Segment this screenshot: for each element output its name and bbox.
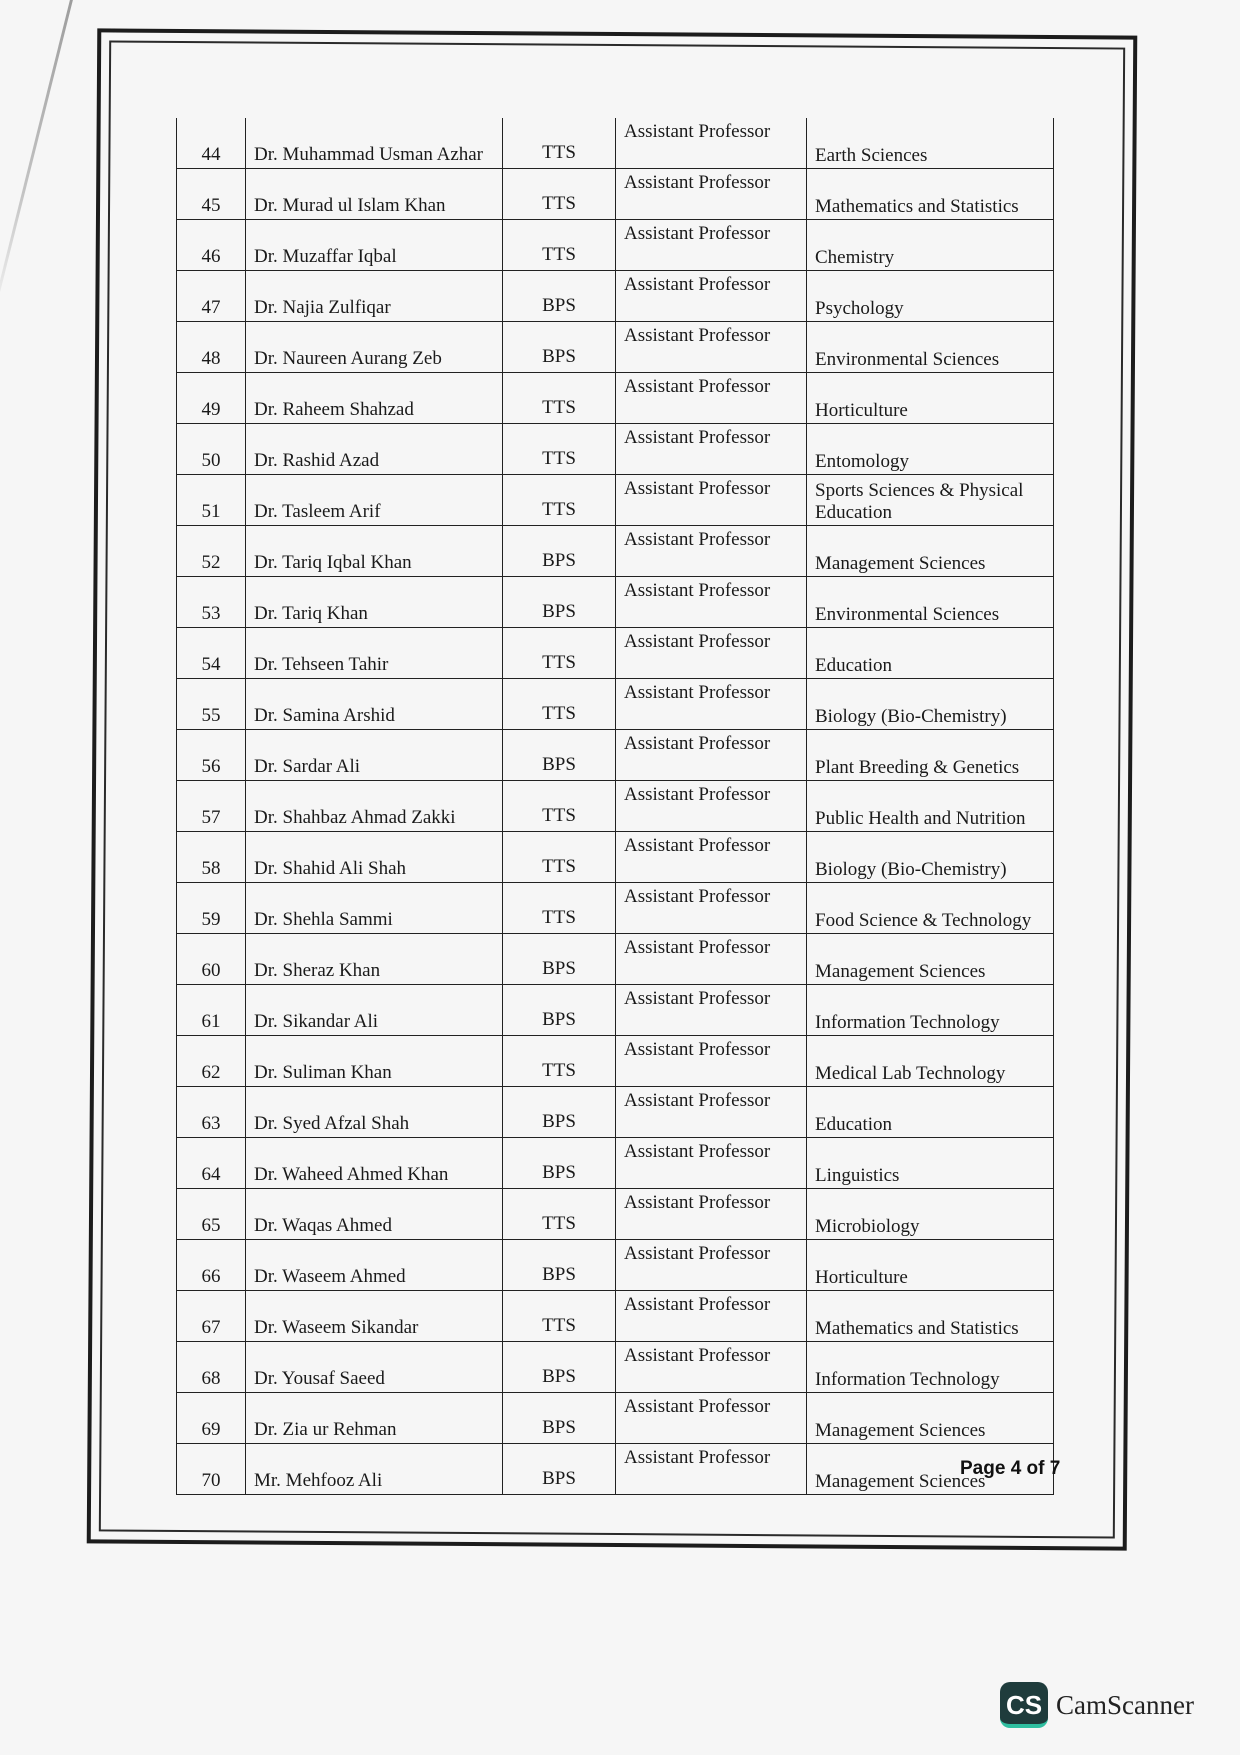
pay-scale-cell: TTS: [503, 118, 616, 169]
designation-cell: Assistant Professor: [616, 1393, 807, 1444]
designation-cell: Assistant Professor: [616, 934, 807, 985]
designation-cell: Assistant Professor: [616, 577, 807, 628]
table-row: [177, 1036, 1054, 1087]
department-cell: Education: [807, 628, 1054, 679]
faculty-name-cell: Dr. Yousaf Saeed: [246, 1342, 503, 1393]
faculty-name-cell: Dr. Waseem Sikandar: [246, 1291, 503, 1342]
department-cell: Earth Sciences: [807, 118, 1054, 169]
row-number-cell: 66: [177, 1240, 246, 1291]
page-number: Page 4 of 7: [960, 1458, 1061, 1479]
department-cell: Microbiology: [807, 1189, 1054, 1240]
table-row: [177, 475, 1054, 526]
table-row: [177, 883, 1054, 934]
table-row: [177, 832, 1054, 883]
designation-cell: Assistant Professor: [616, 169, 807, 220]
row-number-cell: 62: [177, 1036, 246, 1087]
row-number-cell: 47: [177, 271, 246, 322]
table-row: [177, 271, 1054, 322]
pay-scale-cell: TTS: [503, 883, 616, 934]
pay-scale-cell: BPS: [503, 271, 616, 322]
department-cell: Horticulture: [807, 373, 1054, 424]
table-row: [177, 1138, 1054, 1189]
department-cell: Environmental Sciences: [807, 577, 1054, 628]
designation-cell: Assistant Professor: [616, 526, 807, 577]
designation-cell: Assistant Professor: [616, 475, 807, 526]
row-number-cell: 70: [177, 1444, 246, 1495]
department-cell: Management Sciences: [807, 526, 1054, 577]
pay-scale-cell: TTS: [503, 781, 616, 832]
pay-scale-cell: TTS: [503, 424, 616, 475]
pay-scale-cell: BPS: [503, 526, 616, 577]
row-number-cell: 69: [177, 1393, 246, 1444]
pay-scale-cell: BPS: [503, 730, 616, 781]
pay-scale-cell: TTS: [503, 679, 616, 730]
department-cell: Environmental Sciences: [807, 322, 1054, 373]
table-row: [177, 985, 1054, 1036]
row-number-cell: 60: [177, 934, 246, 985]
pay-scale-cell: BPS: [503, 1342, 616, 1393]
camscanner-logo-icon: CS: [1000, 1682, 1048, 1728]
department-cell: Mathematics and Statistics: [807, 1291, 1054, 1342]
row-number-cell: 63: [177, 1087, 246, 1138]
table-row: [177, 1240, 1054, 1291]
faculty-name-cell: Dr. Samina Arshid: [246, 679, 503, 730]
designation-cell: Assistant Professor: [616, 1138, 807, 1189]
designation-cell: Assistant Professor: [616, 322, 807, 373]
designation-cell: Assistant Professor: [616, 1189, 807, 1240]
table-row: [177, 169, 1054, 220]
table-row: [177, 1189, 1054, 1240]
designation-cell: Assistant Professor: [616, 373, 807, 424]
designation-cell: Assistant Professor: [616, 1291, 807, 1342]
row-number-cell: 61: [177, 985, 246, 1036]
faculty-name-cell: Dr. Waseem Ahmed: [246, 1240, 503, 1291]
department-cell: Biology (Bio-Chemistry): [807, 832, 1054, 883]
pay-scale-cell: BPS: [503, 934, 616, 985]
table-row: [177, 781, 1054, 832]
table-row: [177, 1393, 1054, 1444]
row-number-cell: 51: [177, 475, 246, 526]
row-number-cell: 50: [177, 424, 246, 475]
faculty-name-cell: Mr. Mehfooz Ali: [246, 1444, 503, 1495]
row-number-cell: 67: [177, 1291, 246, 1342]
table-row: [177, 424, 1054, 475]
table-row: [177, 322, 1054, 373]
scan-paper-edge: [0, 0, 73, 320]
pay-scale-cell: BPS: [503, 1444, 616, 1495]
designation-cell: Assistant Professor: [616, 220, 807, 271]
row-number-cell: 56: [177, 730, 246, 781]
table-row: [177, 373, 1054, 424]
pay-scale-cell: TTS: [503, 1036, 616, 1087]
row-number-cell: 65: [177, 1189, 246, 1240]
table-row: [177, 577, 1054, 628]
faculty-list-table: [176, 118, 1054, 1495]
row-number-cell: 44: [177, 118, 246, 169]
pay-scale-cell: BPS: [503, 322, 616, 373]
faculty-name-cell: Dr. Waqas Ahmed: [246, 1189, 503, 1240]
pay-scale-cell: TTS: [503, 220, 616, 271]
row-number-cell: 49: [177, 373, 246, 424]
pay-scale-cell: TTS: [503, 1189, 616, 1240]
row-number-cell: 68: [177, 1342, 246, 1393]
pay-scale-cell: TTS: [503, 169, 616, 220]
row-number-cell: 55: [177, 679, 246, 730]
row-number-cell: 45: [177, 169, 246, 220]
department-cell: Mathematics and Statistics: [807, 169, 1054, 220]
designation-cell: Assistant Professor: [616, 1087, 807, 1138]
department-cell: Management Sciences: [807, 1393, 1054, 1444]
department-cell: Horticulture: [807, 1240, 1054, 1291]
faculty-name-cell: Dr. Shahbaz Ahmad Zakki: [246, 781, 503, 832]
row-number-cell: 57: [177, 781, 246, 832]
pay-scale-cell: TTS: [503, 475, 616, 526]
table-row: [177, 1444, 1054, 1495]
faculty-name-cell: Dr. Murad ul Islam Khan: [246, 169, 503, 220]
pay-scale-cell: TTS: [503, 1291, 616, 1342]
faculty-name-cell: Dr. Sikandar Ali: [246, 985, 503, 1036]
department-cell: Chemistry: [807, 220, 1054, 271]
pay-scale-cell: BPS: [503, 985, 616, 1036]
designation-cell: Assistant Professor: [616, 628, 807, 679]
faculty-name-cell: Dr. Suliman Khan: [246, 1036, 503, 1087]
faculty-name-cell: Dr. Tariq Iqbal Khan: [246, 526, 503, 577]
table-row: [177, 1342, 1054, 1393]
designation-cell: Assistant Professor: [616, 730, 807, 781]
faculty-name-cell: Dr. Najia Zulfiqar: [246, 271, 503, 322]
table-row: [177, 1087, 1054, 1138]
designation-cell: Assistant Professor: [616, 1036, 807, 1087]
faculty-name-cell: Dr. Sheraz Khan: [246, 934, 503, 985]
department-cell: Psychology: [807, 271, 1054, 322]
faculty-name-cell: Dr. Syed Afzal Shah: [246, 1087, 503, 1138]
table-row: [177, 934, 1054, 985]
department-cell: Public Health and Nutrition: [807, 781, 1054, 832]
pay-scale-cell: BPS: [503, 1138, 616, 1189]
row-number-cell: 54: [177, 628, 246, 679]
pay-scale-cell: BPS: [503, 577, 616, 628]
faculty-name-cell: Dr. Shahid Ali Shah: [246, 832, 503, 883]
faculty-name-cell: Dr. Muhammad Usman Azhar: [246, 118, 503, 169]
faculty-name-cell: Dr. Tariq Khan: [246, 577, 503, 628]
camscanner-watermark: CamScanner: [1056, 1690, 1194, 1720]
designation-cell: Assistant Professor: [616, 679, 807, 730]
designation-cell: Assistant Professor: [616, 781, 807, 832]
table-row: [177, 730, 1054, 781]
designation-cell: Assistant Professor: [616, 832, 807, 883]
table-row: [177, 628, 1054, 679]
designation-cell: Assistant Professor: [616, 1444, 807, 1495]
designation-cell: Assistant Professor: [616, 1342, 807, 1393]
table-body: [177, 118, 1054, 1495]
pay-scale-cell: BPS: [503, 1240, 616, 1291]
faculty-name-cell: Dr. Zia ur Rehman: [246, 1393, 503, 1444]
pay-scale-cell: TTS: [503, 832, 616, 883]
table-row: [177, 1291, 1054, 1342]
pay-scale-cell: BPS: [503, 1087, 616, 1138]
designation-cell: Assistant Professor: [616, 1240, 807, 1291]
row-number-cell: 48: [177, 322, 246, 373]
faculty-name-cell: Dr. Tehseen Tahir: [246, 628, 503, 679]
table-row: [177, 526, 1054, 577]
department-cell: Information Technology: [807, 985, 1054, 1036]
pay-scale-cell: TTS: [503, 373, 616, 424]
designation-cell: Assistant Professor: [616, 424, 807, 475]
faculty-name-cell: Dr. Raheem Shahzad: [246, 373, 503, 424]
department-cell: Information Technology: [807, 1342, 1054, 1393]
table-row: [177, 220, 1054, 271]
pay-scale-cell: TTS: [503, 628, 616, 679]
faculty-name-cell: Dr. Naureen Aurang Zeb: [246, 322, 503, 373]
pay-scale-cell: BPS: [503, 1393, 616, 1444]
designation-cell: Assistant Professor: [616, 118, 807, 169]
department-cell: Plant Breeding & Genetics: [807, 730, 1054, 781]
department-cell: Sports Sciences & Physical Education: [807, 475, 1054, 526]
faculty-table: [176, 118, 1052, 1495]
designation-cell: Assistant Professor: [616, 883, 807, 934]
department-cell: Medical Lab Technology: [807, 1036, 1054, 1087]
row-number-cell: 64: [177, 1138, 246, 1189]
department-cell: Education: [807, 1087, 1054, 1138]
row-number-cell: 53: [177, 577, 246, 628]
row-number-cell: 52: [177, 526, 246, 577]
department-cell: Linguistics: [807, 1138, 1054, 1189]
department-cell: Entomology: [807, 424, 1054, 475]
faculty-name-cell: Dr. Muzaffar Iqbal: [246, 220, 503, 271]
designation-cell: Assistant Professor: [616, 271, 807, 322]
row-number-cell: 59: [177, 883, 246, 934]
department-cell: Biology (Bio-Chemistry): [807, 679, 1054, 730]
table-row: [177, 679, 1054, 730]
faculty-name-cell: Dr. Tasleem Arif: [246, 475, 503, 526]
faculty-name-cell: Dr. Shehla Sammi: [246, 883, 503, 934]
faculty-name-cell: Dr. Sardar Ali: [246, 730, 503, 781]
table-row: [177, 118, 1054, 169]
row-number-cell: 46: [177, 220, 246, 271]
faculty-name-cell: Dr. Rashid Azad: [246, 424, 503, 475]
designation-cell: Assistant Professor: [616, 985, 807, 1036]
department-cell: Management Sciences: [807, 934, 1054, 985]
row-number-cell: 58: [177, 832, 246, 883]
faculty-name-cell: Dr. Waheed Ahmed Khan: [246, 1138, 503, 1189]
department-cell: Management Sciences: [807, 1444, 1054, 1495]
department-cell: Food Science & Technology: [807, 883, 1054, 934]
